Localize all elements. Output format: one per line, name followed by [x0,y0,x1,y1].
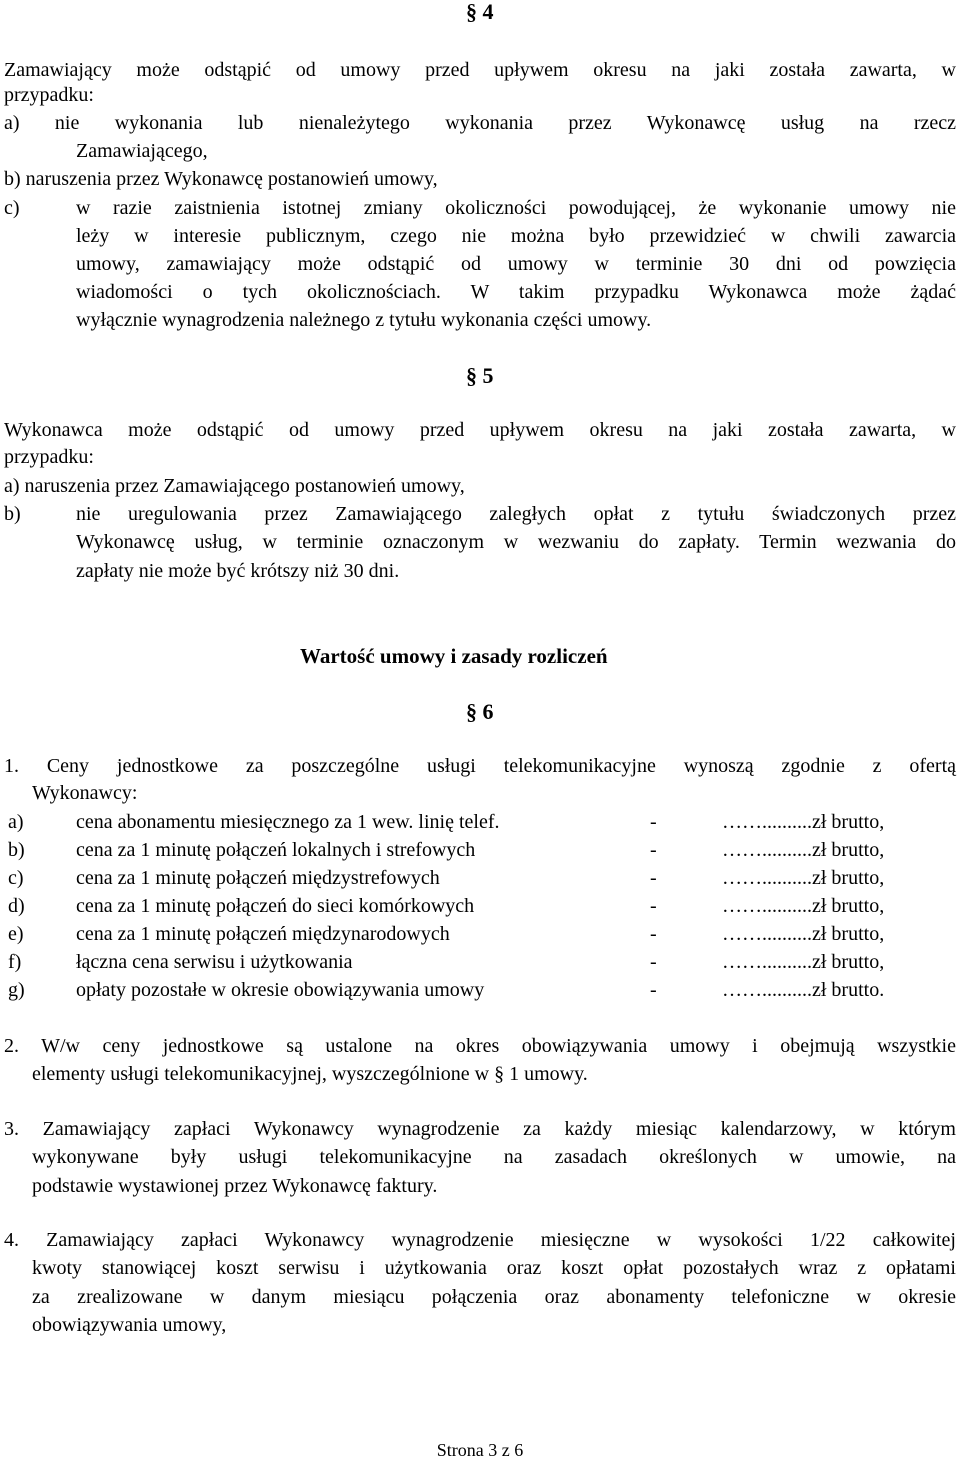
s5-item-b-line3: zapłaty nie może być krótszy niż 30 dni. [76,560,400,582]
price-label: a) [8,811,24,833]
price-dash: - [650,895,657,917]
price-description: cena za 1 minutę połączeń do sieci komórkowych [76,895,475,917]
price-dash: - [650,811,657,833]
s6-p3-line3: podstawie wystawionej przez Wykonawcę faktury. [32,1175,438,1197]
s4-intro-line2: przypadku: [4,84,94,106]
s6-p3-line1: 3. Zamawiający zapłaci Wykonawcy wynagrodzenie za każdy miesiąc kalendarzowy, w którym [4,1118,956,1140]
price-label: b) [8,839,25,861]
price-amount: ……..........zł brutto, [722,839,885,861]
price-description: łączna cena serwisu i użytkowania [76,951,353,973]
s6-p4-line2: kwoty stanowiącej koszt serwisu i użytkowania oraz koszt opłat pozostałych wraz z opłatami [32,1257,956,1279]
section-4-heading: § 4 [466,0,494,24]
s6-p4-line4: obowiązywania umowy, [32,1314,227,1336]
price-amount: ……..........zł brutto, [722,895,885,917]
price-amount: ……..........zł brutto, [722,867,885,889]
s4-item-a-line2: Zamawiającego, [76,140,208,162]
s5-item-a: a) naruszenia przez Zamawiającego postanowień umowy, [4,475,465,497]
s4-item-c-line5: wyłącznie wynagrodzenia należnego z tytułu wykonania części umowy. [76,309,652,331]
s6-p2-line2: elementy usługi telekomunikacyjnej, wyszczególnione w § 1 umowy. [32,1063,588,1085]
s6-p3-line2: wykonywane były usługi telekomunikacyjne na zasadach określonych w umowie, na [32,1146,956,1168]
price-amount: ……..........zł brutto, [722,951,885,973]
price-description: opłaty pozostałe w okresie obowiązywania umowy [76,979,485,1001]
price-label: g) [8,979,25,1001]
s5-intro-line2: przypadku: [4,446,94,468]
price-dash: - [650,923,657,945]
price-description: cena za 1 minutę połączeń lokalnych i strefowych [76,839,476,861]
price-row [0,976,960,1004]
page-footer: Strona 3 z 6 [436,1440,524,1460]
s5-intro-line1: Wykonawca może odstąpić od umowy przed upływem okresu na jaki została zawarta, w [4,419,956,441]
s4-item-b: b) naruszenia przez Wykonawcę postanowień umowy, [4,168,438,190]
s6-p2-line1: 2. W/w ceny jednostkowe są ustalone na okres obowiązywania umowy i obejmują wszystkie [4,1035,956,1057]
s6-p1-line1: 1. Ceny jednostkowe za poszczególne usługi telekomunikacyjne wynoszą zgodnie z ofertą [4,755,956,777]
s4-item-c-line3: umowy, zamawiający może odstąpić od umowy w terminie 30 dni od powzięcia [76,253,956,275]
section-5-heading: § 5 [466,363,494,388]
price-row [0,892,960,920]
price-amount: ……..........zł brutto. [722,979,885,1001]
price-label: d) [8,895,25,917]
s6-p4-line3: za zrealizowane w danym miesiącu połączenia oraz abonamenty telefoniczne w okresie [32,1286,956,1308]
price-label: c) [8,867,24,889]
price-row [0,864,960,892]
s5-item-b-line2: Wykonawcę usług, w terminie oznaczonym w wezwaniu do zapłaty. Termin wezwania do [76,531,956,553]
price-label: f) [8,951,22,973]
price-dash: - [650,867,657,889]
price-description: cena za 1 minutę połączeń międzynarodowych [76,923,450,945]
price-dash: - [650,951,657,973]
price-dash: - [650,979,657,1001]
price-amount: ……..........zł brutto, [722,811,885,833]
section-title: Wartość umowy i zasady rozliczeń [300,644,608,668]
s4-item-c-line2: leży w interesie publicznym, czego nie można było przewidzieć w chwili zawarcia [76,225,956,247]
s4-item-c-line4: wiadomości o tych okolicznościach. W takim przypadku Wykonawca może żądać [76,281,956,303]
section-6-heading: § 6 [466,699,494,724]
price-row [0,948,960,976]
s4-item-a-line1: a) nie wykonania lub nienależytego wykonania przez Wykonawcę usług na rzecz [4,112,956,134]
price-row [0,836,960,864]
price-row [0,920,960,948]
s4-intro-line1: Zamawiający może odstąpić od umowy przed upływem okresu na jaki została zawarta, w [4,59,956,81]
s6-p1-line2: Wykonawcy: [32,782,138,804]
price-row [0,808,960,836]
price-amount: ……..........zł brutto, [722,923,885,945]
price-dash: - [650,839,657,861]
s5-item-b-label: b) [4,503,21,525]
s6-p4-line1: 4. Zamawiający zapłaci Wykonawcy wynagrodzenie miesięczne w wysokości 1/22 całkowitej [4,1229,956,1251]
price-label: e) [8,923,24,945]
s4-item-c-label: c) [4,197,20,219]
s4-item-c-line1: w razie zaistnienia istotnej zmiany okoliczności powodującej, że wykonanie umowy nie [76,197,956,219]
s5-item-b-line1: nie uregulowania przez Zamawiającego zaległych opłat z tytułu świadczonych przez [76,503,956,525]
price-description: cena za 1 minutę połączeń międzystrefowych [76,867,440,889]
price-description: cena abonamentu miesięcznego za 1 wew. linię telef. [76,811,500,833]
